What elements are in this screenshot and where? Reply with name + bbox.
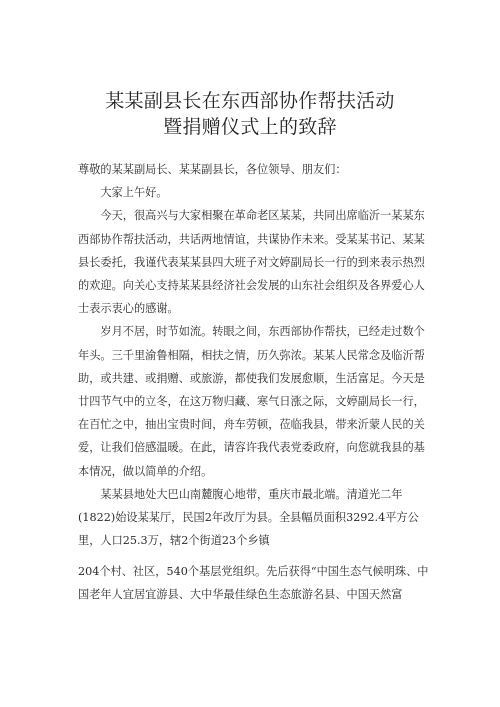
greeting: 大家上午好。 [100, 186, 168, 200]
document-title-line-1: 某某副县长在东西部协作帮扶活动 [105, 90, 395, 112]
paragraph-county-stats: 204个村、社区，540个基层党组织。先后获得“中国生态气候明珠、中国老年人宜居宜游县、大中华最佳绿色生态旅游名县、中国天然富 [78, 565, 429, 602]
document-title-line-2: 暨捐赠仪式上的致辞 [163, 116, 337, 138]
paragraph-collaboration: 岁月不居，时节如流。转眼之间，东西部协作帮扶，已经走过数个年头。三千里渝鲁相隔，相扶之情，历久弥浓。某某人民常念及临沂帮助，或共建、或捐赠、或旅游，都使我们发展愈顺，生活富足。今天是廿四节气中的立冬，在这万物归藏、寒气日涨之际，文婷副局长一行，在百忙之中，抽出宝贵时间，舟车劳顿，莅临我县，带来沂蒙人民的关爱，让我们倍感温暖。在此，请容许我代表党委政府，向您就我县的基本情况，做以简单的介绍。 [78, 325, 425, 478]
paragraph-welcome: 今天，很高兴与大家相聚在革命老区某某，共同出席临沂一某某东西部协作帮扶活动，共话两地情谊，共谋协作未来。受某某书记、某某县长委托，我谨代表某某县四大班子对文婷副局长一行的到来表示热烈的欢迎。向关心支持某某县经济社会发展的山东社会组织及各界爱心人士表示衷心的感谢。 [78, 209, 425, 316]
document-body [78, 158, 430, 552]
salutation: 尊敬的某某副局长、某某副县长，各位领导、朋友们： [78, 163, 347, 176]
paragraph-county-intro: 某某县地处大巴山南麓腹心地带，重庆市最北端。清道光二年(1822)始设某某厅，民国2年改厅为县。全县幅员面积3292.4平方公里，人口25.3万，辖2个街道23个乡镇 [78, 487, 419, 548]
